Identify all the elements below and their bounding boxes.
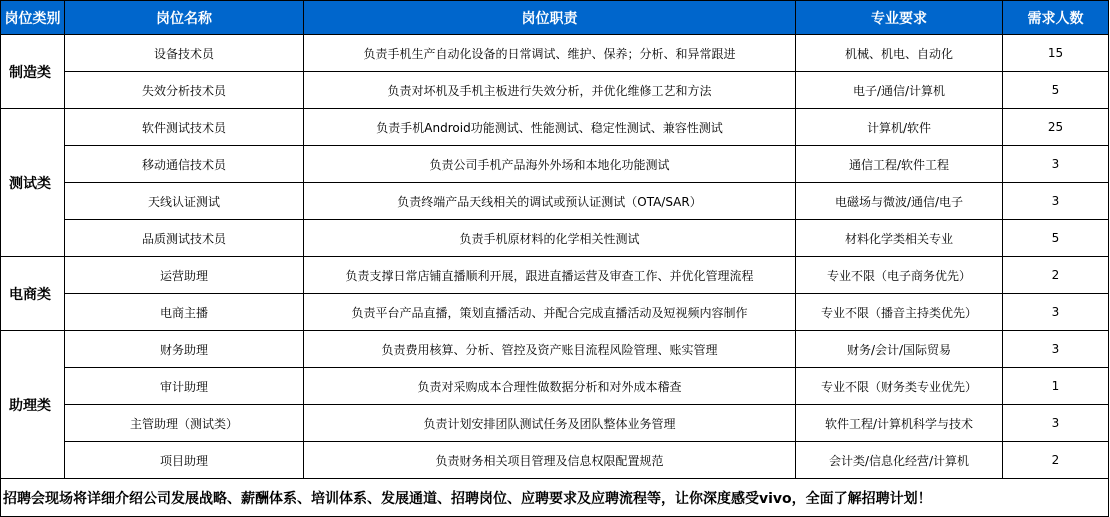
count-cell: 2: [1003, 257, 1109, 294]
count-cell: 5: [1003, 72, 1109, 109]
table-row: [1, 368, 1109, 405]
header-position: 岗位名称: [65, 1, 304, 35]
count-cell: 3: [1003, 331, 1109, 368]
header-category: 岗位类别: [1, 1, 65, 35]
category-cell: 测试类: [1, 109, 65, 257]
count-cell: 5: [1003, 220, 1109, 257]
duties-cell: 负责手机生产自动化设备的日常调试、维护、保养；分析、和异常跟进: [304, 35, 796, 72]
duties-cell: 负责对采购成本合理性做数据分析和对外成本稽查: [304, 368, 796, 405]
major-cell: 机械、机电、自动化: [796, 35, 1003, 72]
table-row: [1, 109, 1109, 146]
duties-cell: 负责费用核算、分析、管控及资产账目流程风险管理、账实管理: [304, 331, 796, 368]
duties-cell: 负责公司手机产品海外外场和本地化功能测试: [304, 146, 796, 183]
position-cell: 软件测试技术员: [65, 109, 304, 146]
footer-row: [1, 479, 1109, 517]
header-row: [1, 1, 1109, 35]
major-cell: 计算机/软件: [796, 109, 1003, 146]
header-duties: 岗位职责: [304, 1, 796, 35]
table-row: [1, 72, 1109, 109]
position-cell: 品质测试技术员: [65, 220, 304, 257]
category-cell: 助理类: [1, 331, 65, 479]
position-cell: 主管助理（测试类）: [65, 405, 304, 442]
major-cell: 电子/通信/计算机: [796, 72, 1003, 109]
major-cell: 专业不限（财务类专业优先）: [796, 368, 1003, 405]
major-cell: 软件工程/计算机科学与技术: [796, 405, 1003, 442]
footer-note: 招聘会现场将详细介绍公司发展战略、薪酬体系、培训体系、发展通道、招聘岗位、应聘要求及应聘流程等，让你深度感受vivo，全面了解招聘计划！: [1, 479, 1109, 517]
count-cell: 3: [1003, 146, 1109, 183]
table-row: [1, 146, 1109, 183]
major-cell: 电磁场与微波/通信/电子: [796, 183, 1003, 220]
count-cell: 1: [1003, 368, 1109, 405]
table-row: [1, 35, 1109, 72]
duties-cell: 负责手机Android功能测试、性能测试、稳定性测试、兼容性测试: [304, 109, 796, 146]
position-cell: 设备技术员: [65, 35, 304, 72]
count-cell: 3: [1003, 183, 1109, 220]
duties-cell: 负责平台产品直播，策划直播活动、并配合完成直播活动及短视频内容制作: [304, 294, 796, 331]
position-cell: 电商主播: [65, 294, 304, 331]
position-cell: 天线认证测试: [65, 183, 304, 220]
major-cell: 材料化学类相关专业: [796, 220, 1003, 257]
count-cell: 2: [1003, 442, 1109, 479]
header-count: 需求人数: [1003, 1, 1109, 35]
position-cell: 审计助理: [65, 368, 304, 405]
duties-cell: 负责财务相关项目管理及信息权限配置规范: [304, 442, 796, 479]
major-cell: 财务/会计/国际贸易: [796, 331, 1003, 368]
duties-cell: 负责计划安排团队测试任务及团队整体业务管理: [304, 405, 796, 442]
count-cell: 15: [1003, 35, 1109, 72]
duties-cell: 负责终端产品天线相关的调试或预认证测试（OTA/SAR）: [304, 183, 796, 220]
major-cell: 专业不限（电子商务优先）: [796, 257, 1003, 294]
duties-cell: 负责支撑日常店铺直播顺利开展，跟进直播运营及审查工作、并优化管理流程: [304, 257, 796, 294]
count-cell: 3: [1003, 405, 1109, 442]
table-row: [1, 405, 1109, 442]
table-row: [1, 257, 1109, 294]
header-major: 专业要求: [796, 1, 1003, 35]
major-cell: 专业不限（播音主持类优先）: [796, 294, 1003, 331]
table-row: [1, 294, 1109, 331]
table-row: [1, 331, 1109, 368]
position-cell: 运营助理: [65, 257, 304, 294]
position-cell: 失效分析技术员: [65, 72, 304, 109]
count-cell: 3: [1003, 294, 1109, 331]
major-cell: 会计类/信息化经营/计算机: [796, 442, 1003, 479]
table-row: [1, 183, 1109, 220]
position-cell: 移动通信技术员: [65, 146, 304, 183]
position-cell: 财务助理: [65, 331, 304, 368]
count-cell: 25: [1003, 109, 1109, 146]
table-row: [1, 220, 1109, 257]
duties-cell: 负责手机原材料的化学相关性测试: [304, 220, 796, 257]
category-cell: 制造类: [1, 35, 65, 109]
position-cell: 项目助理: [65, 442, 304, 479]
table-row: [1, 442, 1109, 479]
duties-cell: 负责对坏机及手机主板进行失效分析，并优化维修工艺和方法: [304, 72, 796, 109]
category-cell: 电商类: [1, 257, 65, 331]
major-cell: 通信工程/软件工程: [796, 146, 1003, 183]
